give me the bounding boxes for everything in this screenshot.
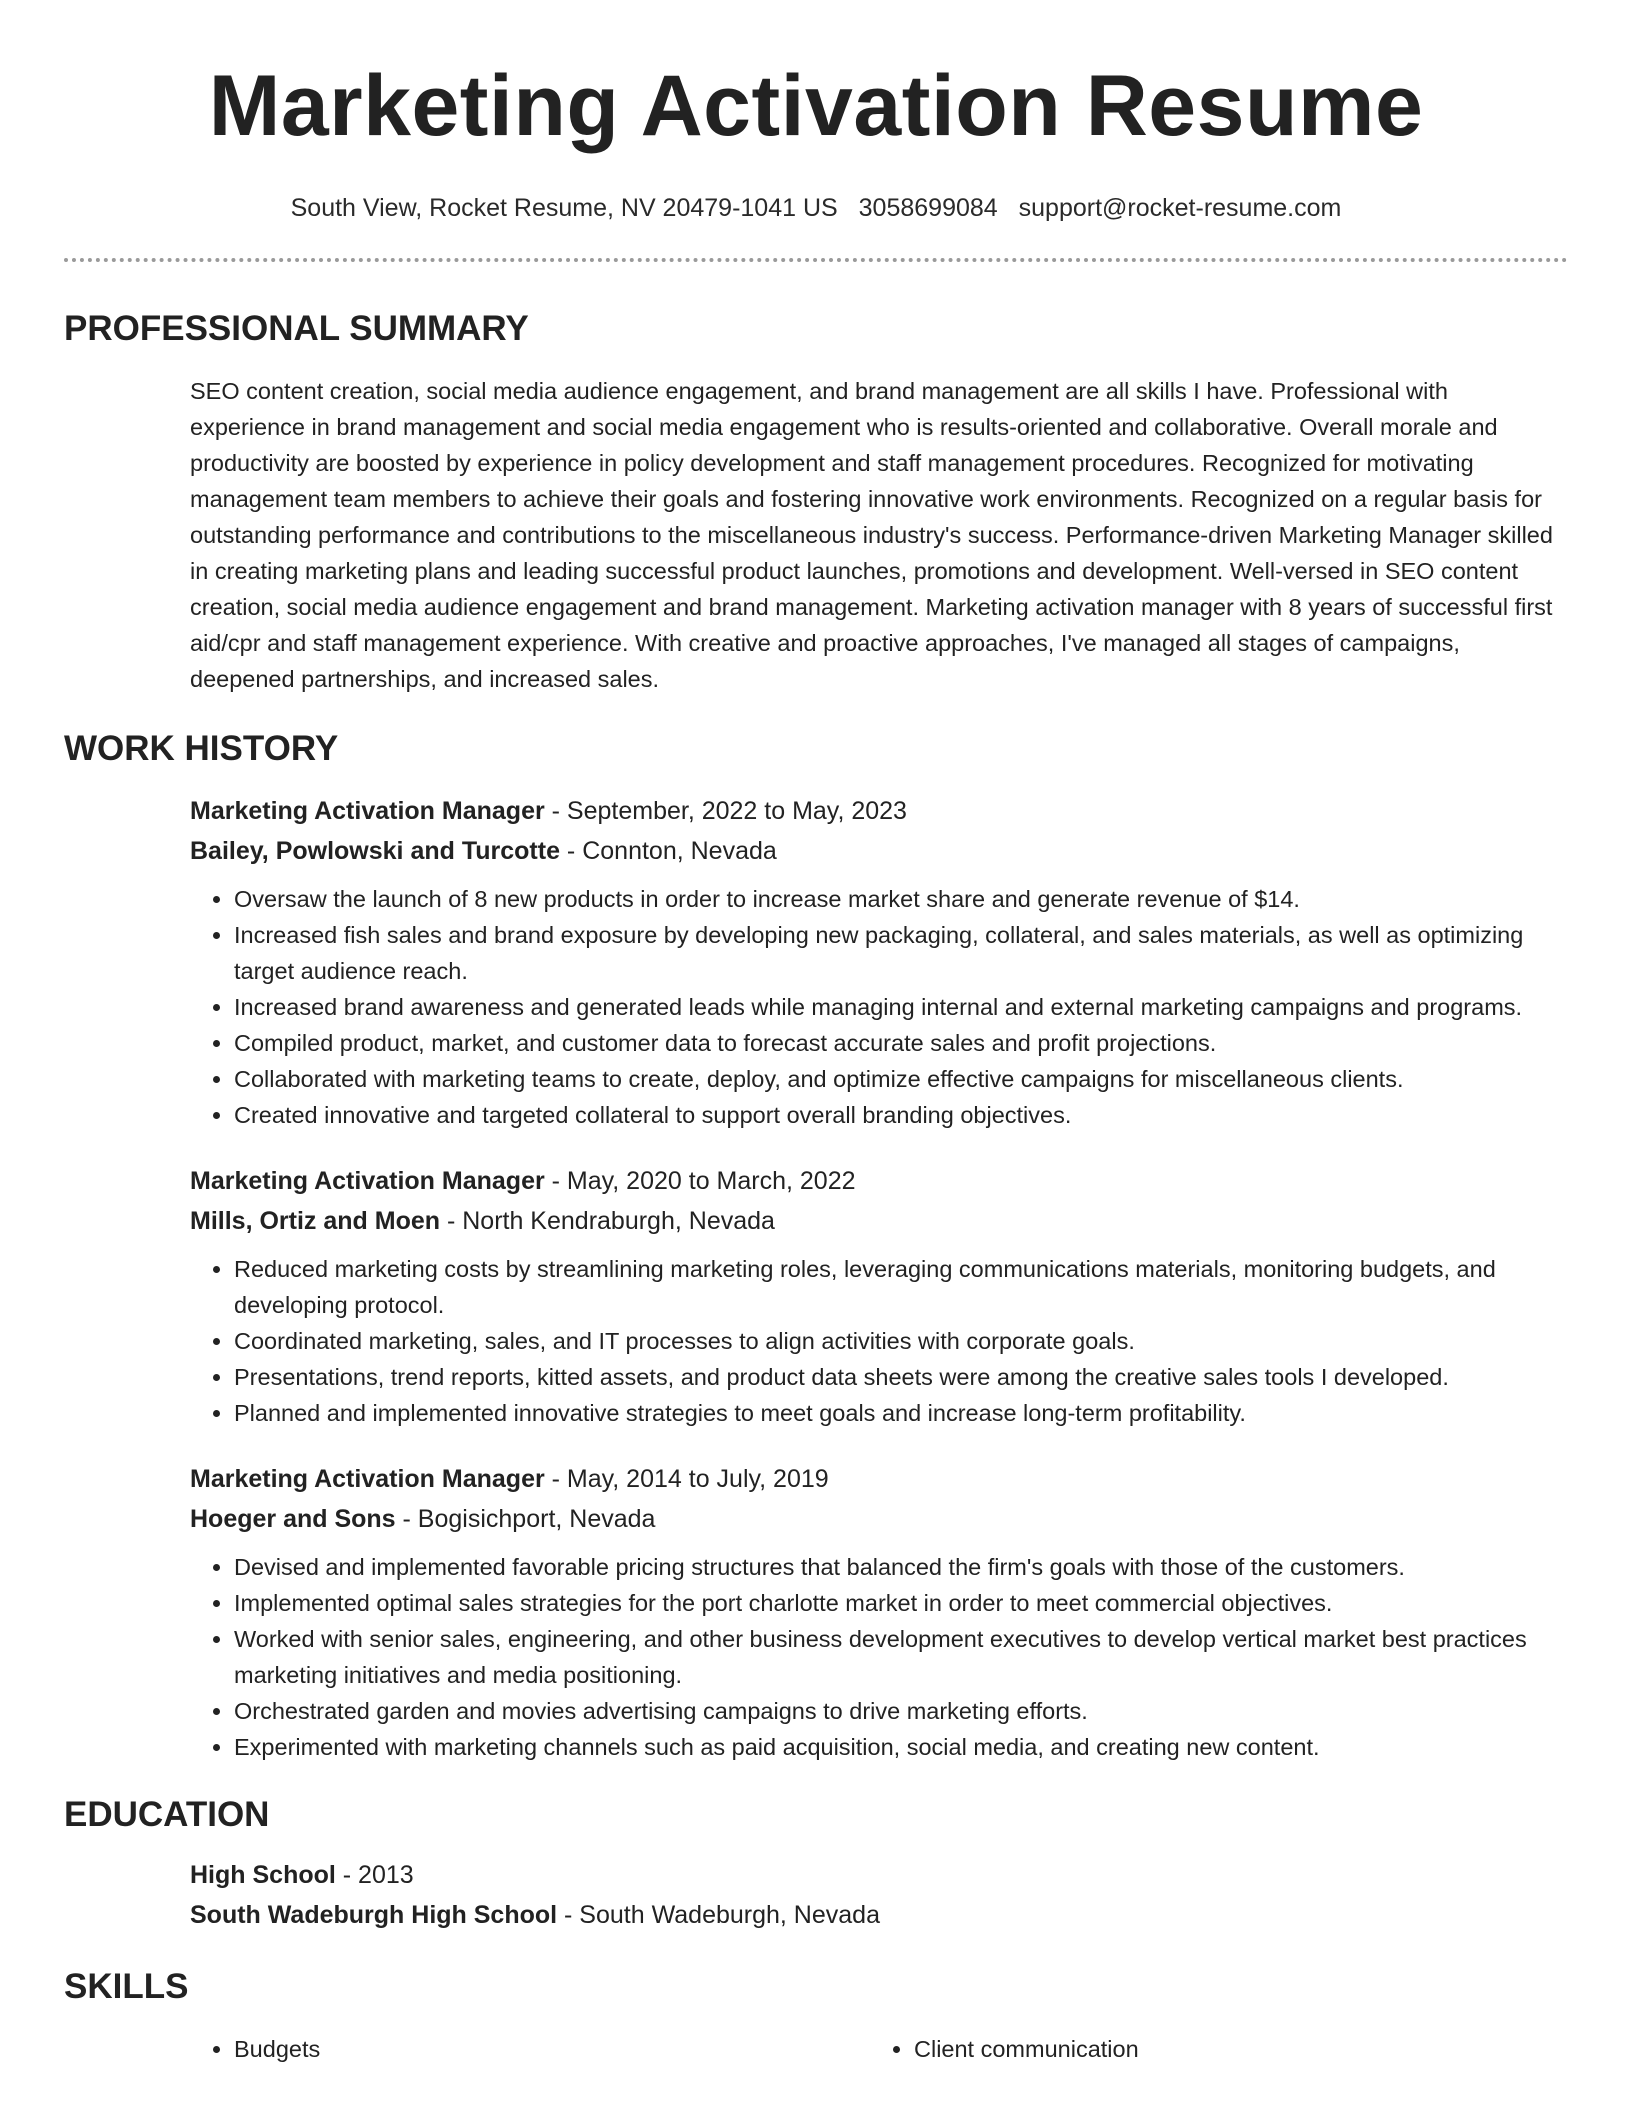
job-title-line xyxy=(190,1161,1568,1201)
skills-section xyxy=(0,1965,1632,2067)
job-company-line xyxy=(190,1201,1568,1241)
job-bullets xyxy=(190,1251,1568,1431)
summary-section xyxy=(0,307,1632,697)
resume-header xyxy=(0,0,1632,224)
job-bullets xyxy=(190,881,1568,1133)
job-entry xyxy=(190,1459,1568,1765)
education-heading: EDUCATION xyxy=(64,1795,270,1834)
job-company-line xyxy=(190,1499,1568,1539)
job-dates: - May, 2014 to July, 2019 xyxy=(544,1465,829,1493)
education-location: - South Wadeburgh, Nevada xyxy=(557,1901,880,1929)
contact-line xyxy=(0,192,1632,224)
contact-email: support@rocket-resume.com xyxy=(1018,194,1342,222)
education-school: South Wadeburgh High School xyxy=(190,1901,558,1929)
job-bullet: • Implemented optimal sales strategies for the port charlotte market in order to meet commercial objectives. xyxy=(234,1585,1568,1621)
education-degree: High School xyxy=(190,1861,336,1889)
skill-item: • Client communication xyxy=(914,2031,1550,2067)
skills-grid xyxy=(190,2031,1568,2067)
education-year: - 2013 xyxy=(335,1861,414,1889)
job-role: Marketing Activation Manager xyxy=(190,797,545,825)
job-bullet: • Oversaw the launch of 8 new products in order to increase market share and generate revenue of $14. xyxy=(234,881,1568,917)
job-role: Marketing Activation Manager xyxy=(190,1167,545,1195)
work-heading: WORK HISTORY xyxy=(64,729,339,768)
job-role: Marketing Activation Manager xyxy=(190,1465,545,1493)
job-company: Hoeger and Sons xyxy=(190,1505,396,1533)
job-location: - Bogisichport, Nevada xyxy=(395,1505,656,1533)
skills-list-right xyxy=(870,2031,1550,2067)
job-bullet: • Collaborated with marketing teams to create, deploy, and optimize effective campaigns for miscellaneous clients. xyxy=(234,1061,1568,1097)
job-bullet: • Presentations, trend reports, kitted assets, and product data sheets were among the creative sales tools I developed. xyxy=(234,1359,1568,1395)
job-bullets xyxy=(190,1549,1568,1765)
job-bullet: • Orchestrated garden and movies advertising campaigns to drive marketing efforts. xyxy=(234,1693,1568,1729)
job-bullet: • Reduced marketing costs by streamlining marketing roles, leveraging communications materials, monitoring budgets, and developing protocol. xyxy=(234,1251,1568,1323)
job-bullet: • Compiled product, market, and customer data to forecast accurate sales and profit projections. xyxy=(234,1025,1568,1061)
resume-title: Marketing Activation Resume xyxy=(208,58,1424,154)
education-school-line xyxy=(190,1895,1568,1935)
job-bullet: • Created innovative and targeted collateral to support overall branding objectives. xyxy=(234,1097,1568,1133)
job-entry xyxy=(190,791,1568,1133)
job-title-line xyxy=(190,1459,1568,1499)
education-degree-line xyxy=(190,1855,1568,1895)
job-bullet: • Planned and implemented innovative strategies to meet goals and increase long-term profitability. xyxy=(234,1395,1568,1431)
job-bullet: • Devised and implemented favorable pricing structures that balanced the firm's goals with those of the customers. xyxy=(234,1549,1568,1585)
job-company: Mills, Ortiz and Moen xyxy=(190,1207,441,1235)
job-entry xyxy=(190,1161,1568,1431)
work-section xyxy=(0,727,1632,1765)
contact-address: South View, Rocket Resume, NV 20479-1041 US xyxy=(290,194,838,222)
job-location: - Connton, Nevada xyxy=(559,837,777,865)
job-company-line xyxy=(190,831,1568,871)
job-bullet: • Increased fish sales and brand exposure by developing new packaging, collateral, and sales materials, as well as optimizing target audience reach. xyxy=(234,917,1568,989)
job-title-line xyxy=(190,791,1568,831)
summary-text: SEO content creation, social media audience engagement, and brand management are all skills I have. Professional with experience in brand management and social media engagement who is results-oriented and collaborative. Overall morale and productivity are boosted by experience in policy development and staff management procedures. Recognized for motivating management team members to achieve their goals and fostering innovative work environments. Recognized on a regular basis for outstanding performance and contributions to the miscellaneous industry's success. Performance-driven Marketing Manager skilled in creating marketing plans and leading successful product launches, promotions and development. Well-versed in SEO content creation, social media audience engagement and brand management. Marketing activation manager with 8 years of successful first aid/cpr and staff management experience. With creative and proactive approaches, I've managed all stages of campaigns, deepened partnerships, and increased sales. xyxy=(190,378,1553,692)
header-divider xyxy=(64,258,1568,262)
summary-heading: PROFESSIONAL SUMMARY xyxy=(64,309,529,348)
job-dates: - September, 2022 to May, 2023 xyxy=(544,797,907,825)
skill-item: • Budgets xyxy=(234,2031,870,2067)
job-bullet: • Experimented with marketing channels such as paid acquisition, social media, and creating new content. xyxy=(234,1729,1568,1765)
job-bullet: • Worked with senior sales, engineering, and other business development executives to develop vertical market best practices marketing initiatives and media positioning. xyxy=(234,1621,1568,1693)
education-section xyxy=(0,1793,1632,1935)
job-location: - North Kendraburgh, Nevada xyxy=(440,1207,775,1235)
contact-phone: 3058699084 xyxy=(858,194,998,222)
job-bullet: • Increased brand awareness and generated leads while managing internal and external marketing campaigns and programs. xyxy=(234,989,1568,1025)
job-company: Bailey, Powlowski and Turcotte xyxy=(190,837,560,865)
skills-list-left xyxy=(190,2031,870,2067)
job-dates: - May, 2020 to March, 2022 xyxy=(544,1167,856,1195)
job-bullet: • Coordinated marketing, sales, and IT processes to align activities with corporate goals. xyxy=(234,1323,1568,1359)
skills-heading: SKILLS xyxy=(64,1967,189,2006)
